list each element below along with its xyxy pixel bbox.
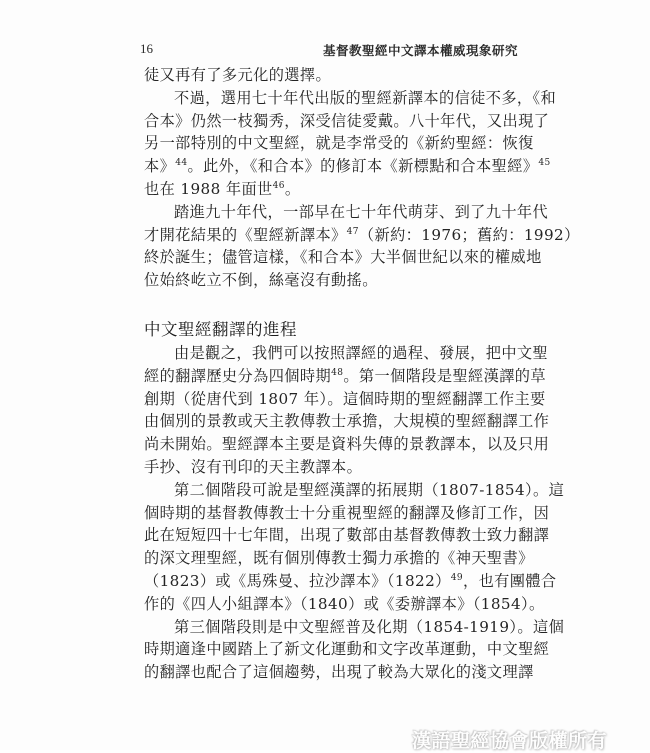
text-line: 踏進九十年代，一部早在七十年代萌芽、到了九十年代 bbox=[174, 202, 549, 221]
text-line bbox=[144, 224, 580, 247]
text-fragment: （1823）或《馬殊曼、拉沙譯本》（1822） bbox=[144, 571, 451, 590]
text-line bbox=[144, 570, 557, 593]
text-fragment: 才開花結果的《聖經新譯本》 bbox=[144, 225, 347, 244]
text-line: 時期適逢中國踏上了新文化運動和文字改革運動，中文聖經 bbox=[144, 640, 550, 659]
text-line: 終於誕生；儘管這樣，《和合本》大半個世紀以來的權威地 bbox=[144, 248, 542, 267]
body-text bbox=[144, 64, 580, 684]
section-heading: 中文聖經翻譯的進程 bbox=[144, 319, 297, 339]
running-header bbox=[140, 41, 518, 61]
text-line: 創期（從唐代到 1807 年）。這個時期的聖經翻譯工作主要 bbox=[144, 389, 546, 408]
text-line: 徒又再有了多元化的選擇。 bbox=[144, 66, 332, 84]
running-title: 基督教聖經中文譯本權威現象研究 bbox=[322, 43, 518, 58]
footnote-ref[interactable]: 44 bbox=[175, 158, 188, 169]
text-line: 位始終屹立不倒，絲毫沒有動搖。 bbox=[144, 271, 378, 290]
page-number: 16 bbox=[140, 41, 153, 56]
text-line: 尚未開始。聖經譯本主要是資料失傳的景教譯本，以及只用 bbox=[144, 435, 550, 454]
text-line bbox=[144, 178, 520, 201]
text-fragment: 本》 bbox=[144, 157, 176, 176]
text-fragment: 也在 1988 年面世 bbox=[144, 179, 273, 198]
text-line bbox=[144, 155, 551, 178]
text-line: 合本》仍然一枝獨秀，深受信徒愛戴。八十年代，又出現了 bbox=[144, 111, 550, 130]
text-line: 個時期的基督教傳教士十分重視聖經的翻譯及修訂工作，因 bbox=[144, 503, 550, 522]
text-fragment: 。 bbox=[284, 179, 301, 198]
text-fragment: 。第一個階段是聖經漢譯的草 bbox=[343, 366, 546, 385]
text-fragment: ，也有團體合 bbox=[462, 571, 557, 590]
text-line bbox=[144, 365, 546, 388]
text-line: 作的《四人小組譯本》（1840）或《委辦譯本》（1854）。 bbox=[144, 594, 545, 613]
copyright-watermark: 漢語聖經協會版權所有 bbox=[412, 730, 608, 752]
text-line: 的深文理聖經，既有個別傳教士獨力承擔的《神天聖書》 bbox=[144, 549, 534, 568]
text-line: 此在短短四十七年間，出現了數部由基督教傳教士致力翻譯 bbox=[144, 526, 550, 545]
text-fragment: 經的翻譯歷史分為四個時期 bbox=[144, 366, 332, 385]
footnote-ref[interactable]: 45 bbox=[538, 158, 551, 169]
text-line: 第三個階段則是中文聖經普及化期（1854-1919）。這個 bbox=[174, 617, 565, 636]
text-fragment: （新約：1976；舊約：1992） bbox=[358, 225, 580, 244]
footnote-ref[interactable]: 47 bbox=[346, 226, 359, 237]
text-line: 的翻譯也配合了這個趨勢，出現了較為大眾化的淺文理譯 bbox=[144, 663, 534, 682]
text-line: 不過，選用七十年代出版的聖經新譯本的信徒不多，《和 bbox=[174, 88, 557, 107]
text-line: 另一部特別的中文聖經，就是李常受的《新約聖經：恢復 bbox=[144, 134, 534, 153]
footnote-ref[interactable]: 48 bbox=[331, 367, 344, 378]
text-line: 由是觀之，我們可以按照譯經的過程、發展，把中文聖 bbox=[174, 343, 549, 362]
text-line: 手抄、沒有刊印的天主教譯本。 bbox=[144, 457, 363, 476]
footnote-ref[interactable]: 49 bbox=[450, 572, 463, 583]
text-line: 由個別的景教或天主教傳教士承擔，大規模的聖經翻譯工作 bbox=[144, 412, 550, 431]
text-fragment: 。此外，《和合本》的修訂本《新標點和合本聖經》 bbox=[187, 157, 539, 176]
footnote-ref[interactable]: 46 bbox=[272, 180, 285, 191]
section-spacer bbox=[144, 292, 520, 315]
text-line: 第二個階段可說是聖經漢譯的拓展期（1807-1854）。這 bbox=[174, 480, 565, 499]
